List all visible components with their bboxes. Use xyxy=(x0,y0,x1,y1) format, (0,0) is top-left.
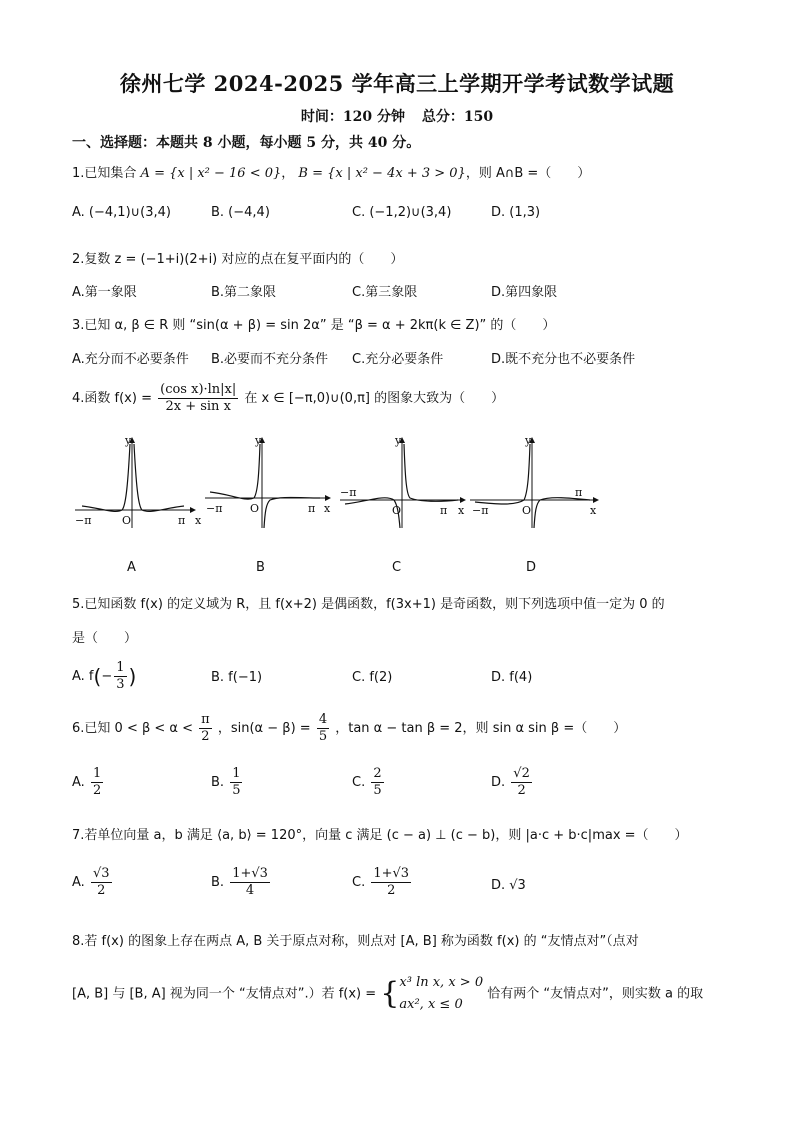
q7-opt-c-den: 2 xyxy=(387,883,396,898)
q6-opt-c-letter: C. xyxy=(352,775,366,790)
section-heading: 一、选择题：本题共 8 小题，每小题 5 分，共 40 分。 xyxy=(72,135,421,151)
graph-b-y-label: y xyxy=(255,434,262,447)
q6-opt-a-den: 2 xyxy=(92,783,102,798)
q1-option-d: D. (1,3) xyxy=(491,205,541,220)
exam-title: 徐州七学 2024-2025 学年高三上学期开学考试数学试题 xyxy=(119,71,675,96)
q2-option-d: D.第四象限 xyxy=(491,285,558,300)
graph-a xyxy=(75,434,202,528)
graph-a-origin: O xyxy=(122,514,132,527)
graph-c-label: C xyxy=(392,560,402,575)
graph-b-pi: π xyxy=(308,502,316,515)
q1-option-b: B. (−4,4) xyxy=(211,205,270,220)
q4-numerator: (cos x)·ln|x| xyxy=(160,382,237,397)
q1-stem: 1.已知集合 xyxy=(72,166,137,181)
graph-c-neg-pi: −π xyxy=(340,486,357,499)
q1-option-c: C. (−1,2)∪(3,4) xyxy=(352,205,452,220)
q5-option-a: A. f(− $\frac{1}{3}$ ) xyxy=(72,660,137,692)
q6-pi-fraction xyxy=(199,712,212,745)
time-label: 时间：120 分钟 xyxy=(300,109,405,125)
q6-opt-a-letter: A. xyxy=(72,775,85,790)
graph-a-neg-pi: −π xyxy=(75,514,92,527)
q6-opt-a-num: 1 xyxy=(92,766,102,781)
q6-opt-b-num: 1 xyxy=(232,766,241,781)
q7-opt-a-den: 2 xyxy=(97,883,106,898)
graph-d-neg-pi: −π xyxy=(472,504,489,517)
q7-opt-b-letter: B. xyxy=(211,875,225,890)
q1-set-b: B = {x | x² − 4x + 3 > 0} xyxy=(298,166,466,181)
q8-case2: ax², x ≤ 0 xyxy=(399,997,463,1012)
q5-opt-a-den: 3 xyxy=(116,677,125,692)
graph-c-y-label: y xyxy=(395,434,402,447)
q1-stem-end: ，则 A∩B =（ ） xyxy=(465,166,591,181)
q8-piecewise xyxy=(399,972,483,1016)
question-8-cont: [A, B] 与 [B, A] 视为同一个 “友情点对”.）若 f(x) = { x³ ln x, x > 0 ax², x ≤ 0 恰有两个 “友情点对”，则实数 a 的取 xyxy=(72,972,703,1016)
q4-suffix: 在 x ∈ [−π,0)∪(0,π] 的图象大致为（ ） xyxy=(244,391,505,406)
q6-opt-d-den: 2 xyxy=(517,783,526,798)
q6-sin-den: 5 xyxy=(318,729,328,744)
graph-b-origin: O xyxy=(250,502,260,515)
q1-set-a: A = {x | x² − 16 < 0} xyxy=(140,166,282,181)
question-5-cont: 是（ ） xyxy=(72,631,138,646)
q7-opt-b-den: 4 xyxy=(245,883,255,898)
q3-option-b: B.必要而不充分条件 xyxy=(211,352,329,367)
q6-sin-num: 4 xyxy=(318,712,328,727)
question-8: 8.若 f(x) 的图象上存在两点 A, B 关于原点对称，则点对 [A, B] 称为函数 f(x) 的 “友情点对”（点对 xyxy=(72,934,639,949)
q1-option-a: A. (−4,1)∪(3,4) xyxy=(72,205,171,220)
question-2: 2.复数 z = (−1+i)(2+i) 对应的点在复平面内的（ ） xyxy=(72,252,404,267)
q8-case1: x³ ln x, x > 0 xyxy=(399,975,484,990)
graph-d-origin: O xyxy=(522,504,532,517)
graph-c-pi: π xyxy=(440,504,448,517)
q3-option-c: C.充分必要条件 xyxy=(352,352,444,367)
question-4 xyxy=(72,382,504,415)
q7-option-d: D. √3 xyxy=(491,878,526,893)
graph-a-pi: π xyxy=(178,514,186,527)
q7-option-c xyxy=(352,866,413,899)
q6-stem-b: ，sin(α − β) = xyxy=(217,721,311,736)
q2-option-c: C.第三象限 xyxy=(352,285,418,300)
q5-option-c: C. f(2) xyxy=(352,670,393,685)
question-1: 1.已知集合 A = {x | x² − 16 < 0}， B = {x | x² − 4x + 3 > 0}，则 A∩B =（ ） xyxy=(72,166,591,181)
q6-sin-fraction xyxy=(317,712,329,745)
q6-opt-d-letter: D. xyxy=(491,775,506,790)
q7-opt-c-num: 1+√3 xyxy=(373,866,410,881)
graph-b xyxy=(205,434,331,528)
q3-option-d: D.既不充分也不必要条件 xyxy=(491,352,636,367)
graph-c xyxy=(340,434,465,528)
q6-opt-c-den: 5 xyxy=(373,783,382,798)
q7-opt-a-letter: A. xyxy=(72,875,85,890)
q2-option-a: A.第一象限 xyxy=(72,285,137,300)
q6-opt-b-den: 5 xyxy=(232,783,241,798)
q4-denominator: 2x + sin x xyxy=(165,399,231,414)
q5-option-b: B. f(−1) xyxy=(211,670,263,685)
q6-option-a xyxy=(72,766,105,799)
q2-option-b: B.第二象限 xyxy=(211,285,277,300)
question-7: 7.若单位向量 a，b 满足 ⟨a, b⟩ = 120°，向量 c 满足 (c − a) ⊥ (c − b)，则 |a·c + b·c|max =（ ） xyxy=(72,828,688,843)
q6-opt-b-letter: B. xyxy=(211,775,225,790)
graph-d-pi: π xyxy=(575,486,583,499)
exam-meta xyxy=(0,106,794,126)
graph-d-label: D xyxy=(526,560,537,575)
q6-option-c xyxy=(352,766,386,799)
q6-pi-den: 2 xyxy=(201,729,210,744)
q4-graphs xyxy=(70,432,610,532)
q6-opt-d-num: √2 xyxy=(513,766,530,781)
graph-d-x-label: x xyxy=(590,504,597,517)
question-5: 5.已知函数 f(x) 的定义域为 R，且 f(x+2) 是偶函数，f(3x+1) 是奇函数，则下列选项中值一定为 0 的 xyxy=(72,597,665,612)
graph-c-origin: O xyxy=(392,504,402,517)
q5-opt-a-num: 1 xyxy=(116,660,125,675)
q3-option-a: A.充分而不必要条件 xyxy=(72,352,189,367)
graph-a-label: A xyxy=(127,560,136,575)
graph-b-neg-pi: −π xyxy=(206,502,223,515)
question-6 xyxy=(72,712,626,745)
q7-opt-a-num: √3 xyxy=(92,866,110,881)
q7-opt-c-letter: C. xyxy=(352,875,366,890)
q8-line2b: 恰有两个 “友情点对”，则实数 a 的取 xyxy=(487,986,704,1002)
q8-line2a: [A, B] 与 [B, A] 视为同一个 “友情点对”.）若 f(x) = xyxy=(72,986,377,1002)
graph-d xyxy=(470,434,598,528)
graph-b-label: B xyxy=(256,560,265,575)
graph-a-y-label: y xyxy=(125,434,132,447)
question-3: 3.已知 α, β ∈ R 则 “sin(α + β) = sin 2α” 是 “β = α + 2kπ(k ∈ Z)” 的（ ） xyxy=(72,318,556,333)
q6-option-d xyxy=(491,766,534,799)
graph-b-x-label: x xyxy=(324,502,331,515)
q6-stem-a: 6.已知 0 < β < α < xyxy=(72,721,194,736)
q5-opt-a-prefix: A. f xyxy=(72,669,94,684)
q6-opt-c-num: 2 xyxy=(373,766,382,781)
q6-option-b xyxy=(211,766,244,799)
q5-option-d: D. f(4) xyxy=(491,670,533,685)
q7-opt-b-num: 1+√3 xyxy=(232,866,268,881)
q7-option-a xyxy=(72,866,114,899)
q7-option-b xyxy=(211,866,272,899)
score-label: 总分：150 xyxy=(421,109,494,125)
q4-fraction xyxy=(158,382,238,415)
graph-c-x-label: x xyxy=(458,504,465,517)
q5-opt-a-fraction xyxy=(114,660,126,693)
graph-d-y-label: y xyxy=(525,434,532,447)
q4-prefix: 4.函数 f(x) = xyxy=(72,391,152,406)
q6-stem-c: ，tan α − tan β = 2，则 sin α sin β =（ ） xyxy=(335,721,627,736)
q6-pi-num: π xyxy=(201,712,210,727)
graph-a-x-label: x xyxy=(195,514,202,527)
